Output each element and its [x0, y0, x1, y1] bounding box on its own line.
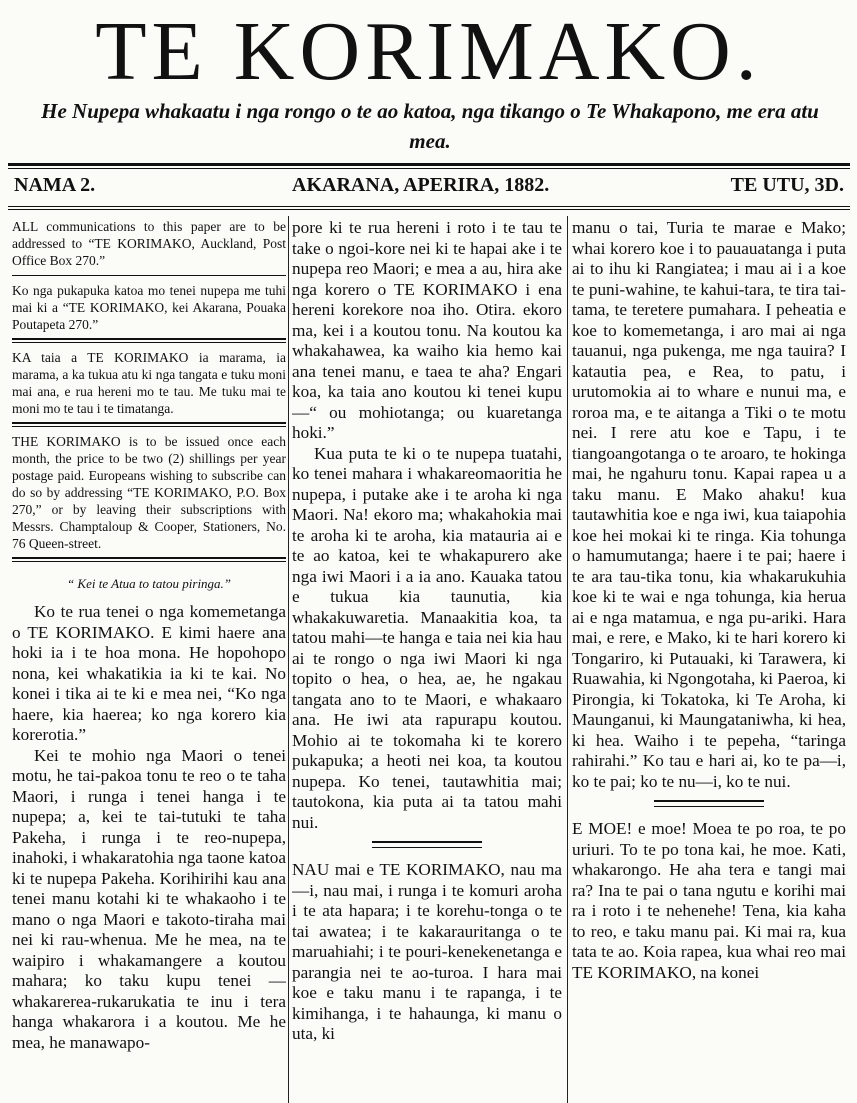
section-ornament [654, 800, 764, 807]
column-2 [292, 218, 562, 1103]
motto: “ Kei te Atua to tatou piringa.” [66, 576, 232, 591]
notice-english-address: ALL communications to this paper are to be addressed to “TE KORIMAKO, Auckland, Post Office Box 270.” [12, 219, 286, 268]
article-paragraph: pore ki te rua hereni i roto i te tau te take o ngoi-kore nei ki te hapai ake i te nupepa reo Maori; e mea a au, hira ake nga korero o TE KORIMAKO i ena hereni korekore noa iho. Otira. ekoro ma, kei i a koutou tonu. Na koutou ka whakahawea, ka waiho kia hemo kai ana tenei manu, e taea te aha? Engari koa, ka taia ano koutou ki tenei kupu—“ ou mohiotanga; ou kuaretanga hoki.” [292, 218, 562, 442]
issue-number: NAMA 2. [14, 174, 96, 196]
notice-divider-double [12, 557, 286, 562]
article-paragraph: manu o tai, Turia te marae e Mako; whai korero koe i to pauauatanga i puta ai to ihu ki Rangiatea; i mau ai i a koe te puni-wahine, te kahui-tara, te tira tai-tama, te teretere pumahara. I peheatia e koe to komemetanga, i aro mai ai nga tauanui, nga pukenga, me nga tauira? I katautia pea, e Rea, to patu, i urutomokia ai to whare e nunui ma, e roroa ma, e te aitanga a Tiki o te motu nei. I rere atu koe e Tapu, i te tiangoangotanga o te aroaro, te hokinga mai, he ngahuru tonu. Kapai rapea u a taku manu. E Mako ahaku! kua tautawhitia koe e nga iwi, kua taiapohia koe hei mokai ki te ringa. Kia tohunga o hamumutanga; haere i te pai; haere i te ara tau-tika tonu, kia whakarukuhia koe ki te wai e nga tohunga, kia herua ai e nga matamua, e nga pu-ariki. Hara mai, e rere, e Mako, ki te hari korero ki Tongariro, ki Putauaki, ki Tarawera, ki Ruawahia, ki Ngongotaha, ki Paeroa, ki Pirongia, ki Tokatoka, ki Te Aroha, ki Maunganui, ki Maungataniwha, ki hea, ki hea. Waiho i te pepeha, “taringa rahirahi.” Ko tau e hari ai, ko te pa—i, ko te pai; ko te nu—i, ko te nui. [572, 218, 846, 791]
masthead-subtitle: He Nupepa whakaatu i nga rongo o te ao katoa, nga tikango o Te Whakapono, me era atu mea. [41, 99, 819, 153]
article-paragraph: Ko te rua tenei o nga komemetanga o TE KORIMAKO. E kimi haere ana hoki ia i te hoa mona. He hopohopo nona, kei whakatikia ia ki te kai. No konei i tika ai te ki e mea nei, “Ko nga haere, kia haerea; ko nga korero kia korerotia.” [12, 602, 286, 744]
dateline [14, 174, 844, 202]
article-paragraph: E MOE! e moe! Moea te po roa, te po uriuri. To te po tona kai, he moe. Kati, whakarongo. He aha tera e tangi mai ra? Ina te pai o tana ngutu e korihi mai ra i roto i te nehenehe! Tena, kia kaha to reo, e taku manu pai. Ki mai ra, kua tata te ao. Koia rapea, kua whai reo mai TE KORIMAKO, na konei [572, 819, 846, 982]
section-ornament [372, 841, 482, 848]
notice-english-subscription: THE KORIMAKO is to be issued once each month, the price to be two (2) shillings per year postage paid. Europeans wishing to subscribe can do so by addressing “TE KORIMAKO, P.O. Box 270,” or by leaving their subscriptions with Messrs. Champtaloup & Cooper, Stationers, No. 76 Queen-street. [12, 434, 286, 551]
column-3 [572, 218, 846, 1103]
place-date: AKARANA, APERIRA, 1882. [292, 174, 550, 196]
column-rule-2 [567, 216, 568, 1103]
masthead-rule-top [8, 163, 850, 166]
notice-maori-subscription: KA taia a TE KORIMAKO ia marama, ia marama, a ka tukua atu ki nga tangata e tuku moni mai ana, e rua hereni mo te tau. Me tuku mai te moni mo te tau i te timatanga. [12, 350, 286, 416]
article-paragraph: NAU mai e TE KORIMAKO, nau ma—i, nau mai, i runga i te komuri aroha i te ata hapara; i te korehu-tonga o te tai awatea; i te kakarauritanga o te maruahiahi; i te pouri-kenekenetanga e parangia nei te ao-turoa. I hara mai koe e taku manu i te rapanga, i te kimihanga, i te hahaunga, ki manu o uta, ki [292, 860, 562, 1043]
dateline-rule-1 [8, 206, 850, 207]
price: TE UTU, 3D. [730, 174, 844, 196]
notice-divider-double [12, 422, 286, 427]
masthead-title: TE KORIMAKO. [95, 5, 762, 98]
article-paragraph: Kua puta te ki o te nupepa tuatahi, ko tenei mahara i whakareomaoritia he nupepa, i putake ake i te aroha ki nga Maori. Na! ekoro ma; whakahokia mai te aroha ki te aroha, kia matauria ai e te ao katoa, kei te whakapurero ake nga iwi Maori i a ia ano. Kauaka tatou e tukua kia taunutia, kia whakakuwaretia. Manaakitia koa, ta tatou mahi—te hanga e taia nei kia hau ai te rongo o nga iwi Maori ki nga topito o hea, o hea, ae, he ngakau tangata ano to te Maori, e whakaaro ana. He iwi ata rapurapu koutou. Mohio ai te tokomaha ki te korero pukapuka; a heoti nei koa, ta koutou nupepa. Ko tenei, tautawhitia mai; tautokona, kia puta ai ta tatou mahi nui. [292, 443, 562, 832]
dateline-rule-2 [8, 209, 850, 210]
column-rule-1 [288, 216, 289, 1103]
article-paragraph: Kei te mohio nga Maori o tenei motu, he tai-pakoa tonu te reo o te taha Maori, i runga i tenei hanga i te nupepa; a, kei te tai-tutuki te taha Pakeha, i runga i te reo-nupepa, inahoki, i whakaratohia nga taone katoa ki te nupepa Pakeha. Korihirihi kau ana tenei manu kotahi ki te whakaoho i te mano o nga Maori e takoto-tiraha mai nei ki rau-whenua. Me he mea, na te waipiro i whakamangere a koutou mahara; ko taku kupu tenei —whakarerea-rukarukatia te inu i tera hanga whakarora i a koutou. Me he mea, he manawapo- [12, 745, 286, 1052]
notice-maori-address: Ko nga pukapuka katoa mo tenei nupepa me tuhi mai ki a “TE KORIMAKO, kei Akarana, Pouaka Poutapeta 270.” [12, 283, 286, 332]
column-1 [12, 218, 286, 1103]
notice-divider-double [12, 338, 286, 343]
notice-divider [12, 275, 286, 276]
masthead-rule-inner [8, 168, 850, 169]
